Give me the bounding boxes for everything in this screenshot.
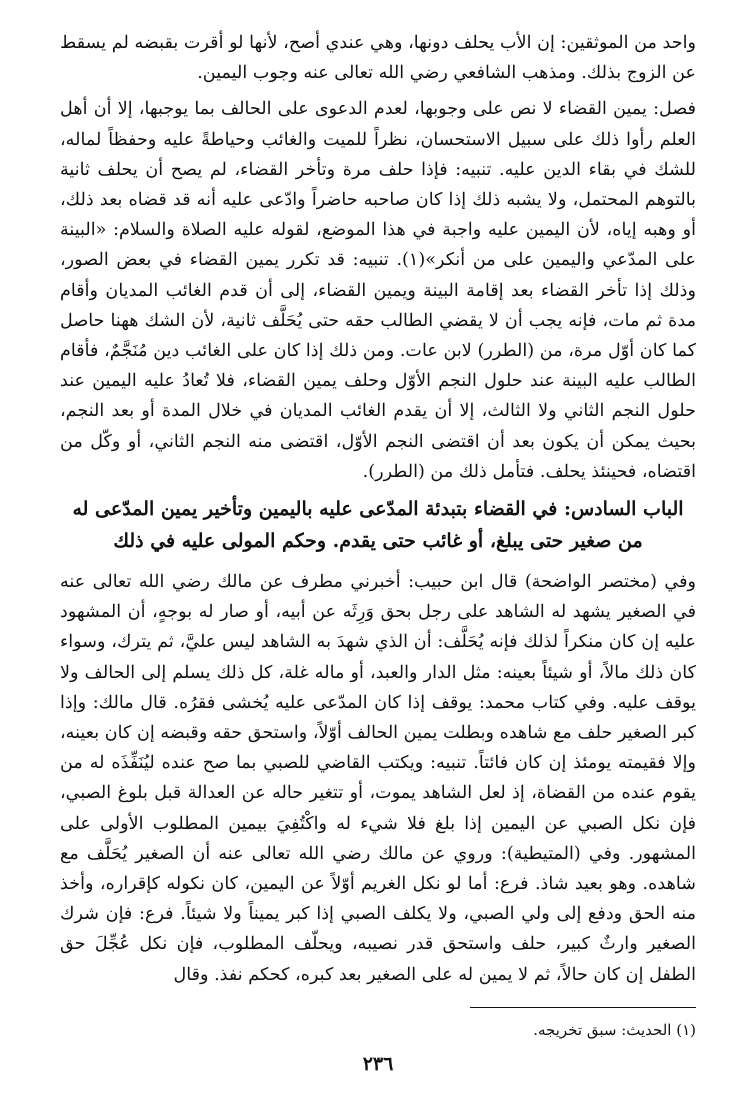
paragraph: واحد من الموثقين: إن الأب يحلف دونها، وهي عندي أصح، لأنها لو أقرت بقبضه لم يسقط عن الزوج بذلك. ومذهب الشافعي رضي الله تعالى عنه وجوب اليمين. — [60, 33, 696, 84]
body-text — [60, 28, 696, 990]
paragraph: وفي (مختصر الواضحة) قال ابن حبيب: أخبرني مطرف عن مالك رضي الله تعالى عنه في الصغير يشهد له الشاهد على رجل بحق وَرِثَه عن أبيه، أو صار له بوجهٍ، أن المشهود عليه إن كان منكراً لذلك فإنه يُحَلَّف: أن الذي شهدَ به الشاهد ليس عليَّ، ثم يترك، وسواء كان ذلك مالاً، أو شيئاً بعينه: مثل الدار والعبد، أو ماله غلة، كل ذلك يسلم إلى الحالف ولا يوقف عليه. وفي كتاب محمد: يوقف إذا كان المدّعى عليه يُخشى فقرُه. قال مالك: وإذا كبر الصغير حلف مع شاهده وبطلت يمين الحالف أوّلاً، واستحق حقه وقبضه إن كان بعينه، وإلا فقيمته يومئذ إن كان فائتاً. تنبيه: ويكتب القاضي للصبي بما صح عنده ليُنَفِّذَه له من يقوم عنده من القضاة، إذ لعل الشاهد يموت، أو تتغير حاله عن العدالة قبل بلوغ الصبي، فإن نكل الصبي عن اليمين إذا بلغ فلا شيء له واكْتُفِيَ بيمين المطلوب الأولى على المشهور. وفي (المتيطية): وروي عن مالك رضي الله تعالى عنه أن الصغير يُحَلَّف مع شاهده. وهو بعيد شاذ. فرع: أما لو نكل الغريم أوّلاً عن اليمين، كان نكوله كإقراره، وأخذ منه الحق ودفع إلى ولي الصبي، ولا يكلف الصبي إذا كبر يميناً ولا شيئاً. فرع: فإن شرك الصغير وارثٌ كبير، حلف واستحق قدر نصيبه، ويحلّف المطلوب، فإن نكل عُجِّلَ حق الطفل إن كان حالاً، ثم لا يمين له على الصغير بعد كبره، كحكم نفذ. وقال — [60, 572, 696, 985]
footnote: (١) الحديث: سبق تخريجه. — [533, 1021, 696, 1039]
page-number: ٢٣٦ — [362, 1053, 394, 1075]
paragraph: فصل: يمين القضاء لا نص على وجوبها، لعدم الدعوى على الحالف بما يوجبها، إلا أن أهل العلم رأوا ذلك على سبيل الاستحسان، نظراً للميت والغائب وحياطةً عليه وحفظاً لماله، للشك في بقاء الدين عليه. تنبيه: فإذا حلف مرة وتأخر القضاء، لم يصح أن يحلف ثانية بالتوهم المحتمل، ولا يشبه ذلك إذا كان صاحبه حاضراً وادّعى عليه أنه قد قضاه بعد ذلك، أو وهبه إياه، لأن اليمين عليه واجبة في هذا الموضع، لقوله عليه الصلاة والسلام: «البينة على المدّعي واليمين على من أنكر»(١). تنبيه: قد تكرر يمين القضاء في بعض الصور، وذلك إذا تأخر القضاء بعد إقامة البينة ويمين القضاء، إلى أن قدم الغائب المديان وأقام مدة ثم مات، فإنه يجب أن لا يقضي الطالب حقه حتى يُحَلَّف ثانية، لأن الشك ههنا حاصل كما كان أوّل مرة، من (الطرر) لابن عات. ومن ذلك إذا كان على الغائب دين مُنَجَّمٌ، فأقام الطالب عليه البينة عند حلول النجم الأوّل وحلف يمين القضاء، فلا تُعادُ عليه اليمين عند حلول النجم الثاني ولا الثالث، إلا أن يقدم الغائب المديان في خلال المدة أو بعد النجم، بحيث يمكن أن يكون بعد أن اقتضى النجم الأوّل، اقتضى منه النجم الثاني، أو وكّل من اقتضاه، فحينئذ يحلف. فتأمل ذلك من (الطرر). — [60, 99, 696, 482]
chapter-heading: الباب السادس: في القضاء بتبدئة المدّعى عليه باليمين وتأخير يمين المدّعى له من صغير حتى يبلغ، أو غائب حتى يقدم. وحكم المولى عليه في ذلك — [72, 498, 684, 553]
footnote-divider — [470, 1007, 696, 1008]
